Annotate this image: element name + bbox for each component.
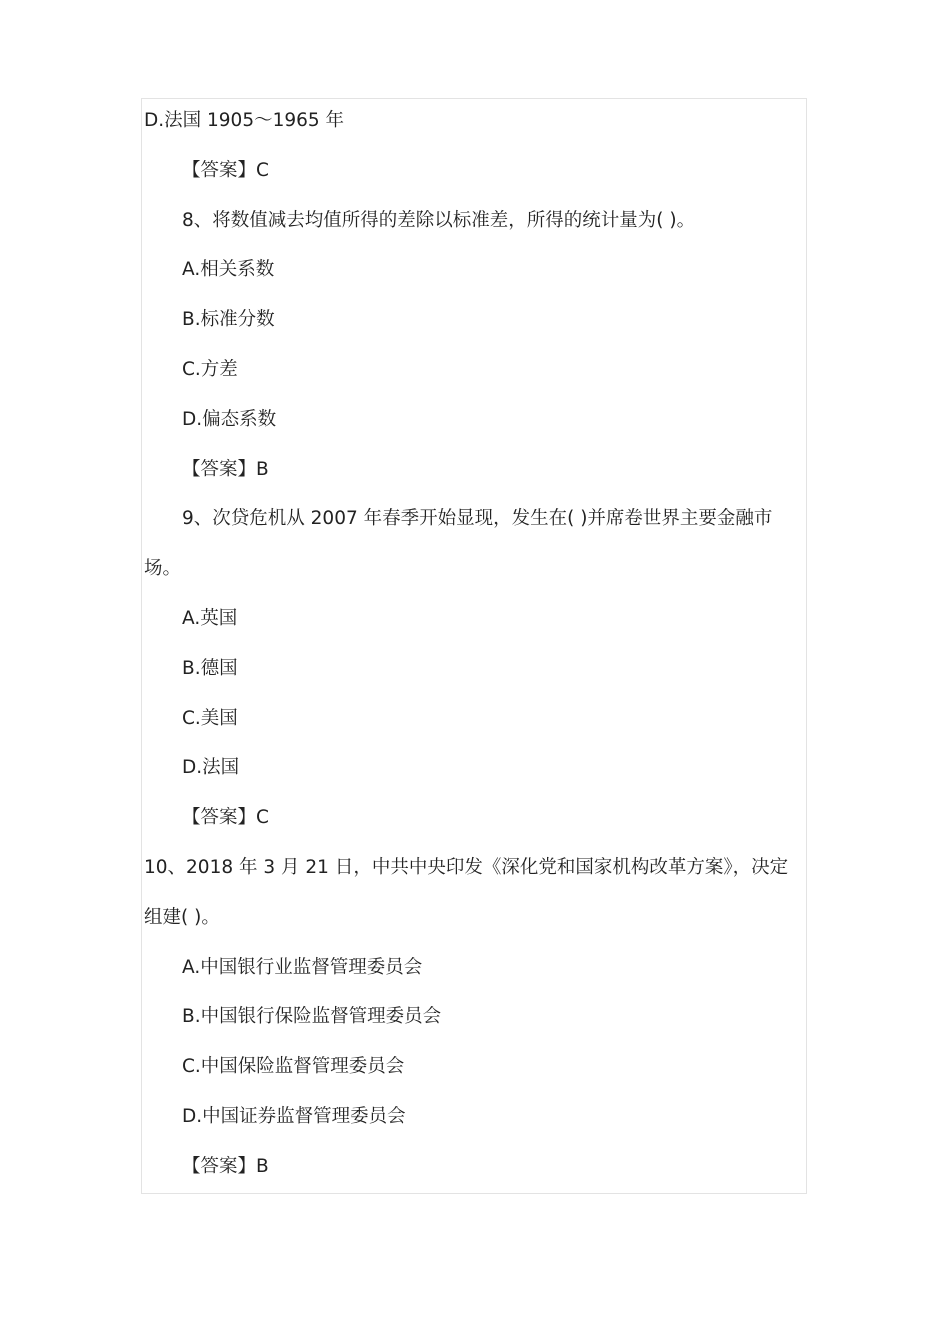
q10-answer: 【答案】B <box>182 1155 269 1177</box>
q8-option-c: C.方差 <box>182 358 238 380</box>
document-body <box>144 96 808 1192</box>
q10-option-a: A.中国银行业监督管理委员会 <box>182 956 423 978</box>
q8-option-b: B.标准分数 <box>182 309 275 331</box>
q9-option-b: B.德国 <box>182 657 238 679</box>
q9-question-continued: 场。 <box>144 558 182 580</box>
q7-answer: 【答案】C <box>182 159 269 181</box>
q8-answer: 【答案】B <box>182 458 269 480</box>
q10-option-d: D.中国证券监督管理委员会 <box>182 1105 406 1127</box>
q10-question: 10、2018 年 3 月 21 日，中共中央印发《深化党和国家机构改革方案》，决定 <box>144 856 789 878</box>
q9-option-a: A.英国 <box>182 607 238 629</box>
q8-question: 8、将数值减去均值所得的差除以标准差，所得的统计量为( )。 <box>182 209 696 231</box>
q9-option-c: C.美国 <box>182 707 238 729</box>
q9-answer: 【答案】C <box>182 807 269 829</box>
q10-option-c: C.中国保险监督管理委员会 <box>182 1056 405 1078</box>
q10-question-continued: 组建( )。 <box>144 906 220 928</box>
q7-option-d: D.法国 1905～1965 年 <box>144 110 345 131</box>
q8-option-d: D.偏态系数 <box>182 408 277 430</box>
q9-question: 9、次贷危机从 2007 年春季开始显现，发生在( )并席卷世界主要金融市 <box>182 508 773 530</box>
q10-option-b: B.中国银行保险监督管理委员会 <box>182 1006 442 1028</box>
q9-option-d: D.法国 <box>182 757 240 779</box>
q8-option-a: A.相关系数 <box>182 259 275 281</box>
